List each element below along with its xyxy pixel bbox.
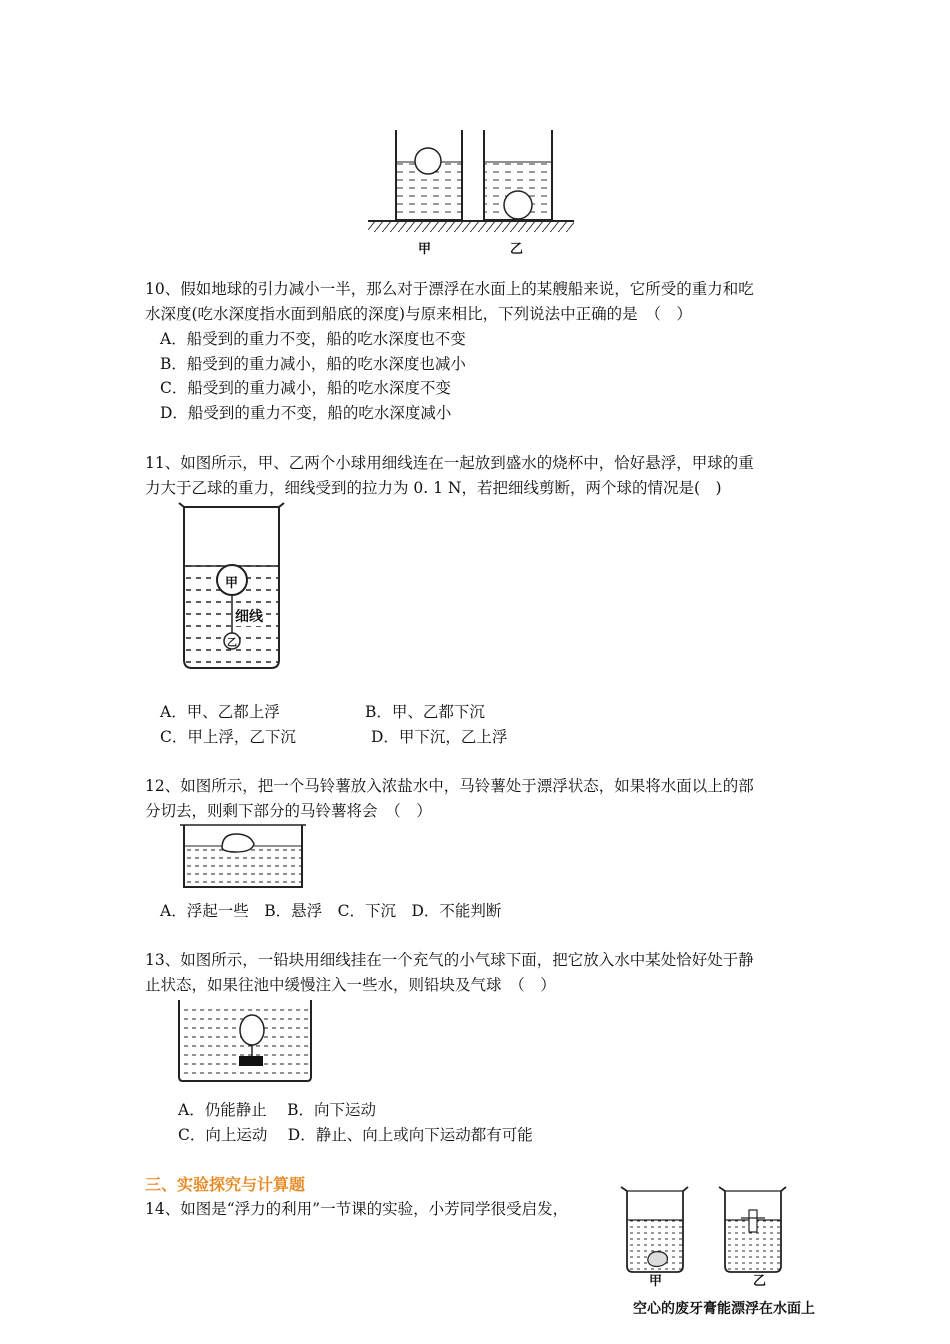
fig-top-label-a: 甲 xyxy=(418,242,432,257)
q14-label-a: 甲 xyxy=(649,1274,663,1289)
q13-pool-svg xyxy=(175,997,315,1085)
left-ball xyxy=(415,148,441,174)
q11-string-label: 细线 xyxy=(235,606,263,626)
q14-caption: 空心的废牙膏能漂浮在水面上 xyxy=(633,1301,815,1317)
q11-ball-b-label: 乙 xyxy=(227,638,237,649)
q12-stem-2: 分切去，则剩下部分的马铃薯将会 （ ） xyxy=(145,802,432,820)
q11-stem-2: 力大于乙球的重力，细线受到的拉力为 0. 1 N，若把细线剪断，两个球的情况是( ) xyxy=(145,479,722,497)
fig-top-label-b: 乙 xyxy=(510,242,524,257)
q11-option-b: B．甲、乙都下沉 xyxy=(365,703,485,721)
right-ball xyxy=(504,191,532,219)
q13-stem-2: 止状态，如果往池中缓慢注入一些水，则铅块及气球 （ ） xyxy=(145,976,556,994)
q13-balloon xyxy=(240,1015,264,1045)
q11-figure-beaker xyxy=(175,500,290,675)
q12-options: A．浮起一些 B．悬浮 C．下沉 D．不能判断 xyxy=(160,902,502,920)
q11-option-d: D．甲下沉，乙上浮 xyxy=(371,728,508,746)
q13-options-1: A．仍能静止 B．向下运动 xyxy=(178,1101,377,1119)
q12-figure-container xyxy=(178,822,308,892)
section-3-title: 三、实验探究与计算题 xyxy=(145,1175,306,1194)
q11-option-a: A．甲、乙都上浮 xyxy=(160,703,280,721)
q14-beakers-svg xyxy=(615,1182,830,1282)
q11-ball-a-label: 甲 xyxy=(225,576,239,591)
q10-option-c: C．船受到的重力减小，船的吃水深度不变 xyxy=(160,379,451,397)
figure-two-containers xyxy=(360,120,580,260)
q10-stem-2: 水深度(吃水深度指水面到船底的深度)与原来相比，下列说法中正确的是 （ ） xyxy=(145,305,692,323)
q13-lead-block xyxy=(239,1056,263,1066)
q14-label-b: 乙 xyxy=(753,1274,767,1289)
q11-stem-1: 11、如图所示，甲、乙两个小球用细线连在一起放到盛水的烧杯中，恰好悬浮，甲球的重 xyxy=(145,454,754,472)
q12-potato xyxy=(222,834,254,852)
q12-container-svg xyxy=(178,822,308,892)
q10-stem-1: 10、假如地球的引力减小一半，那么对于漂浮在水面上的某艘船来说，它所受的重力和吃 xyxy=(145,280,754,298)
q13-figure-pool xyxy=(175,997,315,1085)
q13-stem-1: 13、如图所示，一铅块用细线挂在一个充气的小气球下面，把它放入水中某处恰好处于静 xyxy=(145,951,754,969)
q14-toothpaste-tube xyxy=(749,1210,757,1232)
q11-option-c: C．甲上浮，乙下沉 xyxy=(160,728,296,746)
containers-svg xyxy=(360,120,580,260)
q14-toothpaste-crumpled xyxy=(648,1252,668,1267)
q14-figure-beakers xyxy=(615,1182,830,1344)
ground-hatch xyxy=(368,222,574,232)
q13-options-2: C．向上运动 D．静止、向上或向下运动都有可能 xyxy=(178,1126,533,1144)
q12-stem-1: 12、如图所示，把一个马铃薯放入浓盐水中，马铃薯处于漂浮状态，如果将水面以上的部 xyxy=(145,777,754,795)
q10-option-a: A．船受到的重力不变，船的吃水深度也不变 xyxy=(160,330,466,348)
q10-option-b: B．船受到的重力减小，船的吃水深度也减小 xyxy=(160,355,466,373)
q14-stem-1: 14、如图是“浮力的利用”一节课的实验，小芳同学很受启发， xyxy=(145,1200,569,1218)
q10-option-d: D．船受到的重力不变，船的吃水深度减小 xyxy=(160,404,452,422)
